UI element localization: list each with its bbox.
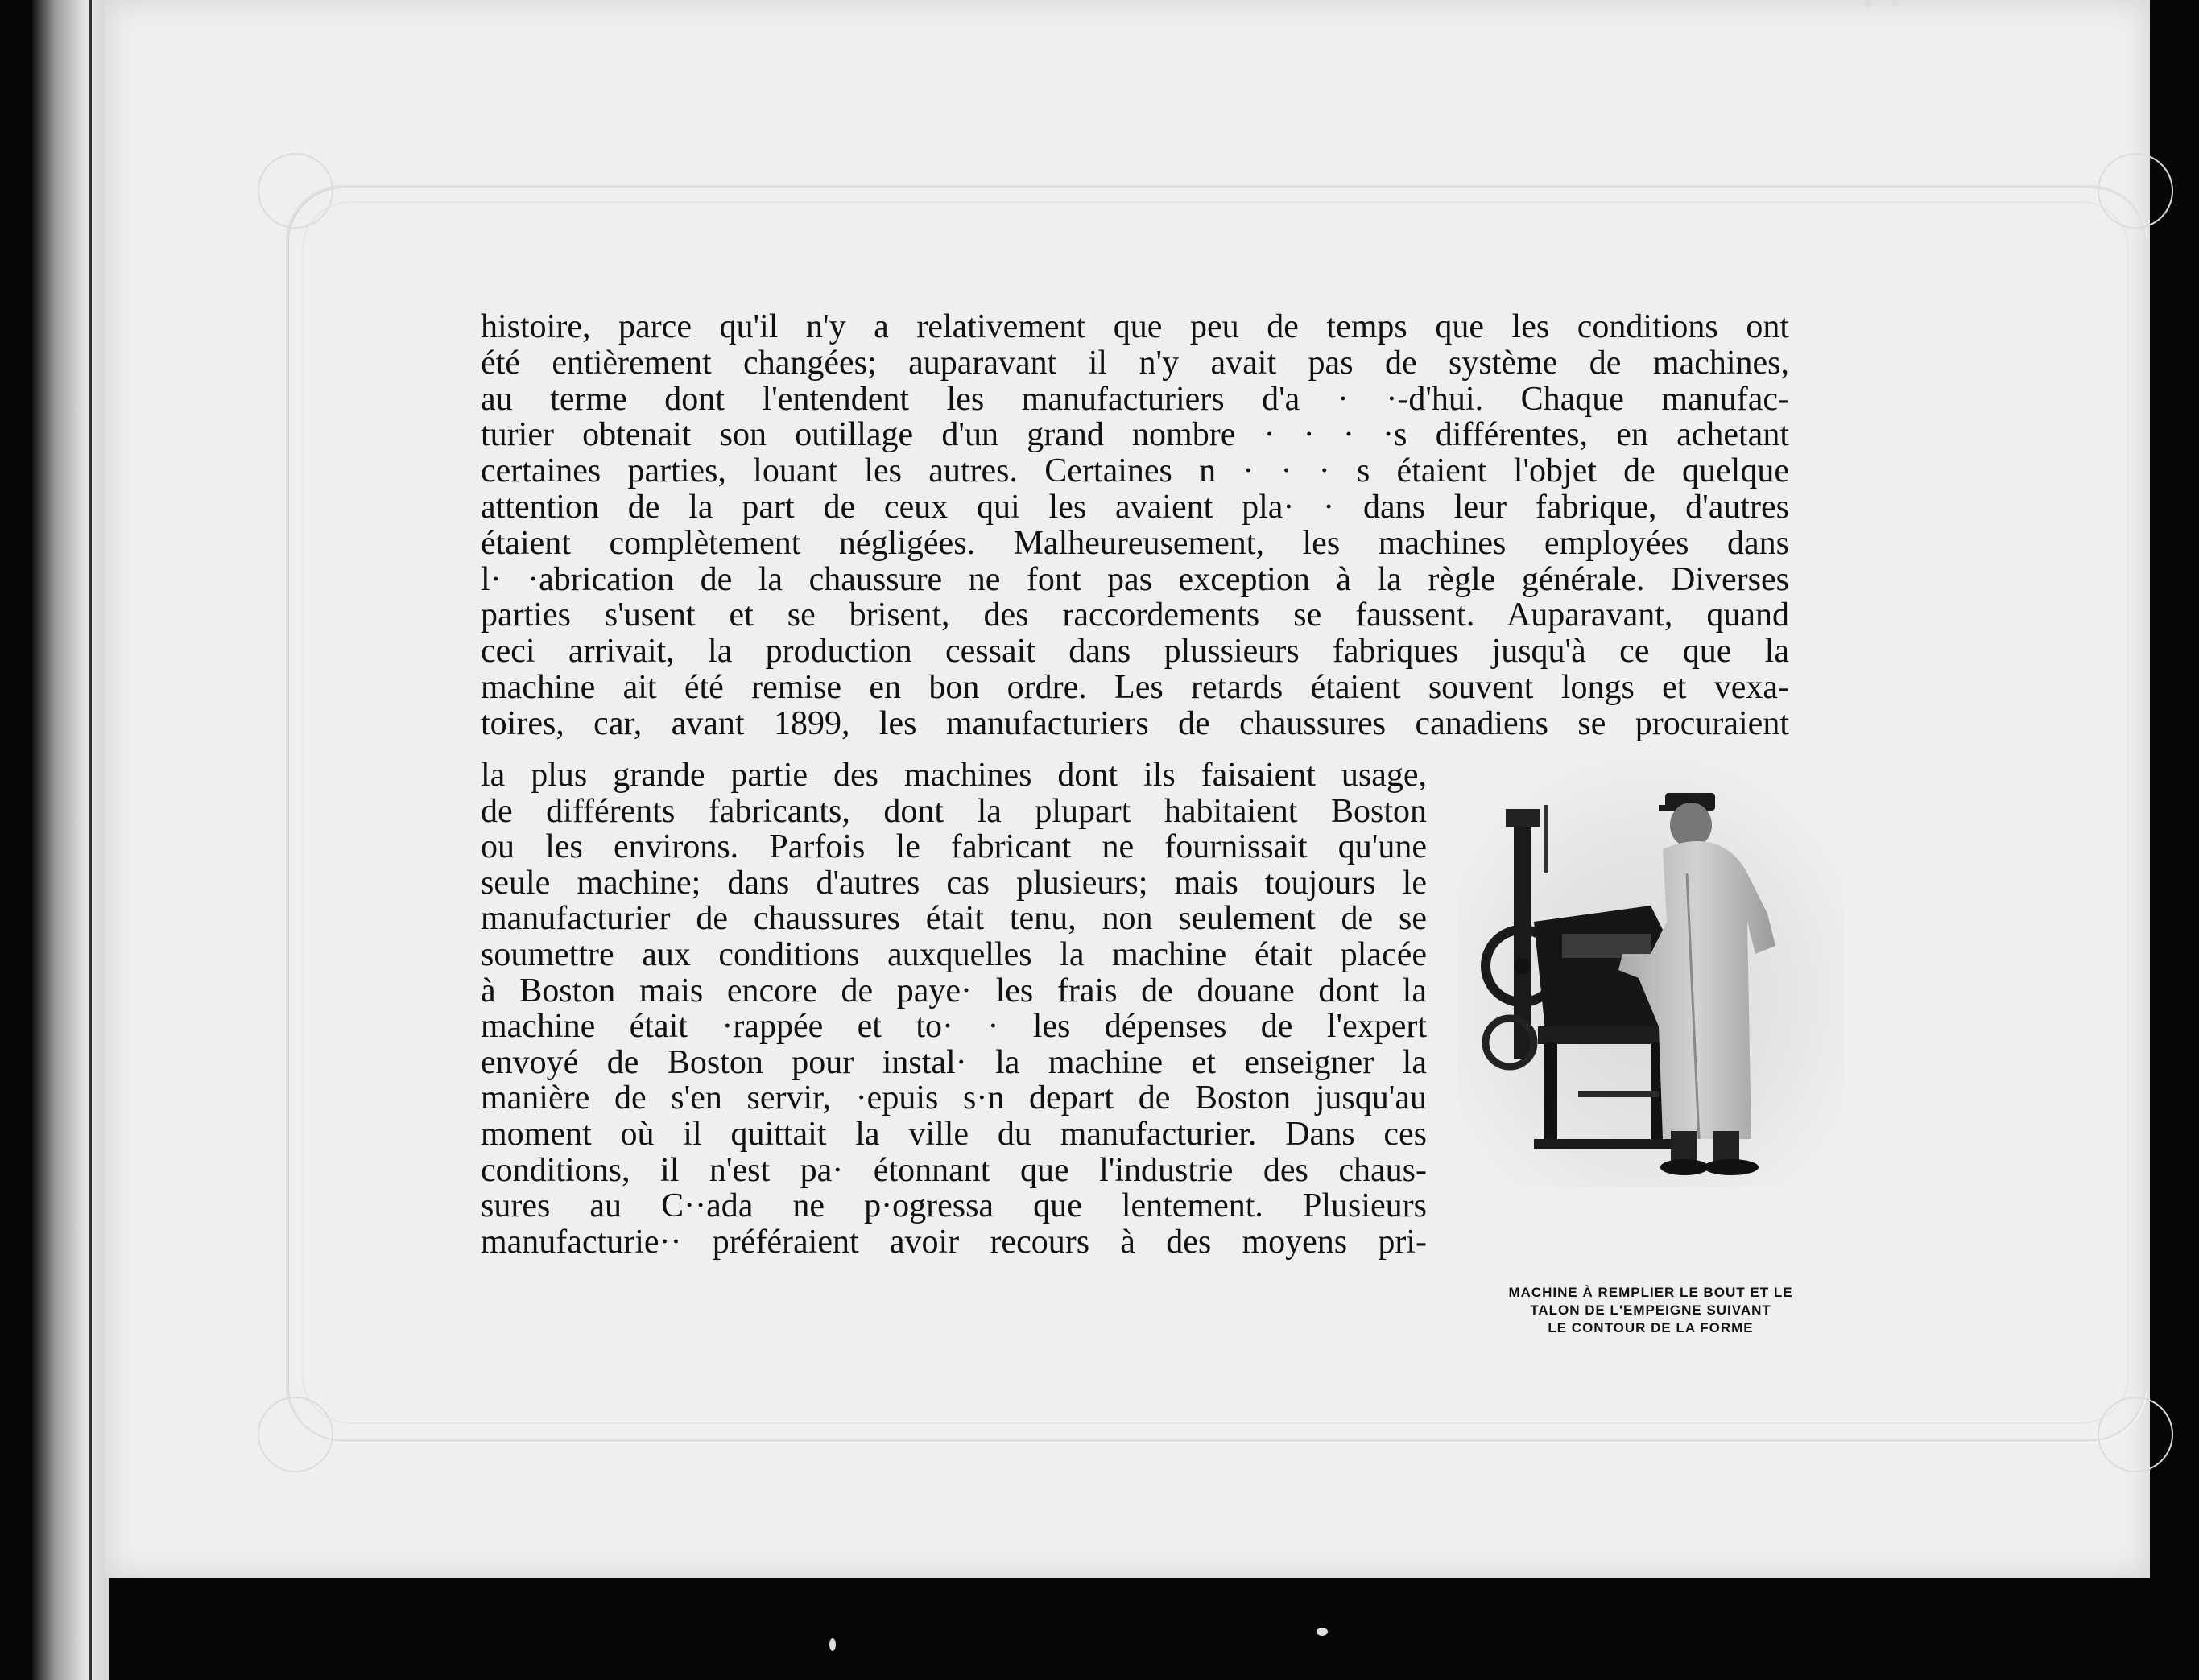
text-line: étaient complètement négligées. Malheureusement, les machines employées dans: [481, 524, 1789, 562]
text-line: machine ait été remise en bon ordre. Les retards étaient souvent longs et vexa-: [481, 668, 1789, 706]
text-line: au terme dont l'entendent les manufacturiers d'a · ·-d'hui. Chaque manufac-: [481, 380, 1789, 418]
caption-line: MACHINE À REMPLIER LE BOUT ET LE: [1508, 1285, 1793, 1300]
scan-speck: [1864, 0, 1872, 8]
text-line: envoyé de Boston pour instal· la machine et enseigner la: [481, 1043, 1427, 1081]
text-line: ou les environs. Parfois le fabricant ne fournissait qu'une: [481, 828, 1427, 866]
text-line: manière de s'en servir, ·epuis s·n depart de Boston jusqu'au: [481, 1079, 1427, 1117]
binding-edge: [32, 0, 109, 1680]
corner-ornament-bottom-right: [2098, 1397, 2173, 1472]
text-line: sures au C··ada ne p·ogressa que lentement. Plusieurs: [481, 1187, 1427, 1225]
text-line: certaines parties, louant les autres. Certaines n · · · s étaient l'objet de quelque: [481, 452, 1789, 490]
worker-at-machine-image: [1457, 761, 1844, 1187]
plate-caption: [1474, 1284, 1828, 1337]
caption-line: LE CONTOUR DE LA FORME: [1548, 1320, 1754, 1335]
text-line: soumettre aux conditions auxquelles la machine était placée: [481, 935, 1427, 973]
text-line: histoire, parce qu'il n'y a relativement que peu de temps que les conditions ont: [481, 308, 1789, 345]
scan-speck: [1892, 0, 1899, 6]
text-line: parties s'usent et se brisent, des raccordements se faussent. Auparavant, quand: [481, 596, 1789, 634]
text-line: à Boston mais encore de paye· les frais de douane dont la: [481, 972, 1427, 1009]
body-text-beside-plate: [481, 757, 1427, 1260]
text-line: machine était ·rappée et to· · les dépenses de l'expert: [481, 1008, 1427, 1046]
body-text-full-width: [481, 309, 1789, 742]
caption-line: TALON DE L'EMPEIGNE SUIVANT: [1530, 1302, 1771, 1318]
machine-illustration: [1457, 761, 1844, 1187]
text-line: de différents fabricants, dont la plupart habitaient Boston: [481, 792, 1427, 830]
text-line: seule machine; dans d'autres cas plusieurs; mais toujours le: [481, 864, 1427, 902]
text-line: l· ·abrication de la chaussure ne font pas exception à la règle générale. Diverses: [481, 560, 1789, 598]
text-line: la plus grande partie des machines dont ils faisaient usage,: [481, 757, 1427, 794]
text-line: été entièrement changées; auparavant il n'y avait pas de système de machines,: [481, 344, 1789, 382]
corner-ornament-top-left: [258, 153, 333, 229]
text-line: moment où il quittait la ville du manufacturier. Dans ces: [481, 1115, 1427, 1153]
scan-speck: [1317, 1628, 1328, 1636]
text-line: conditions, il n'est pa· étonnant que l'industrie des chaus-: [481, 1151, 1427, 1189]
text-line: attention de la part de ceux qui les avaient pla· · dans leur fabrique, d'autres: [481, 488, 1789, 526]
text-line: manufacturie·· préféraient avoir recours à des moyens pri-: [481, 1223, 1427, 1261]
text-line: turier obtenait son outillage d'un grand nombre · · · ·s différentes, en achetant: [481, 416, 1789, 454]
text-line: manufacturier de chaussures était tenu, non seulement de se: [481, 900, 1427, 938]
corner-ornament-bottom-left: [258, 1397, 333, 1472]
text-line: toires, car, avant 1899, les manufacturiers de chaussures canadiens se procuraient: [481, 704, 1789, 742]
text-line: ceci arrivait, la production cessait dans plussieurs fabriques jusqu'à ce que la: [481, 633, 1789, 671]
corner-ornament-top-right: [2098, 153, 2173, 229]
scan-speck: [829, 1638, 836, 1651]
